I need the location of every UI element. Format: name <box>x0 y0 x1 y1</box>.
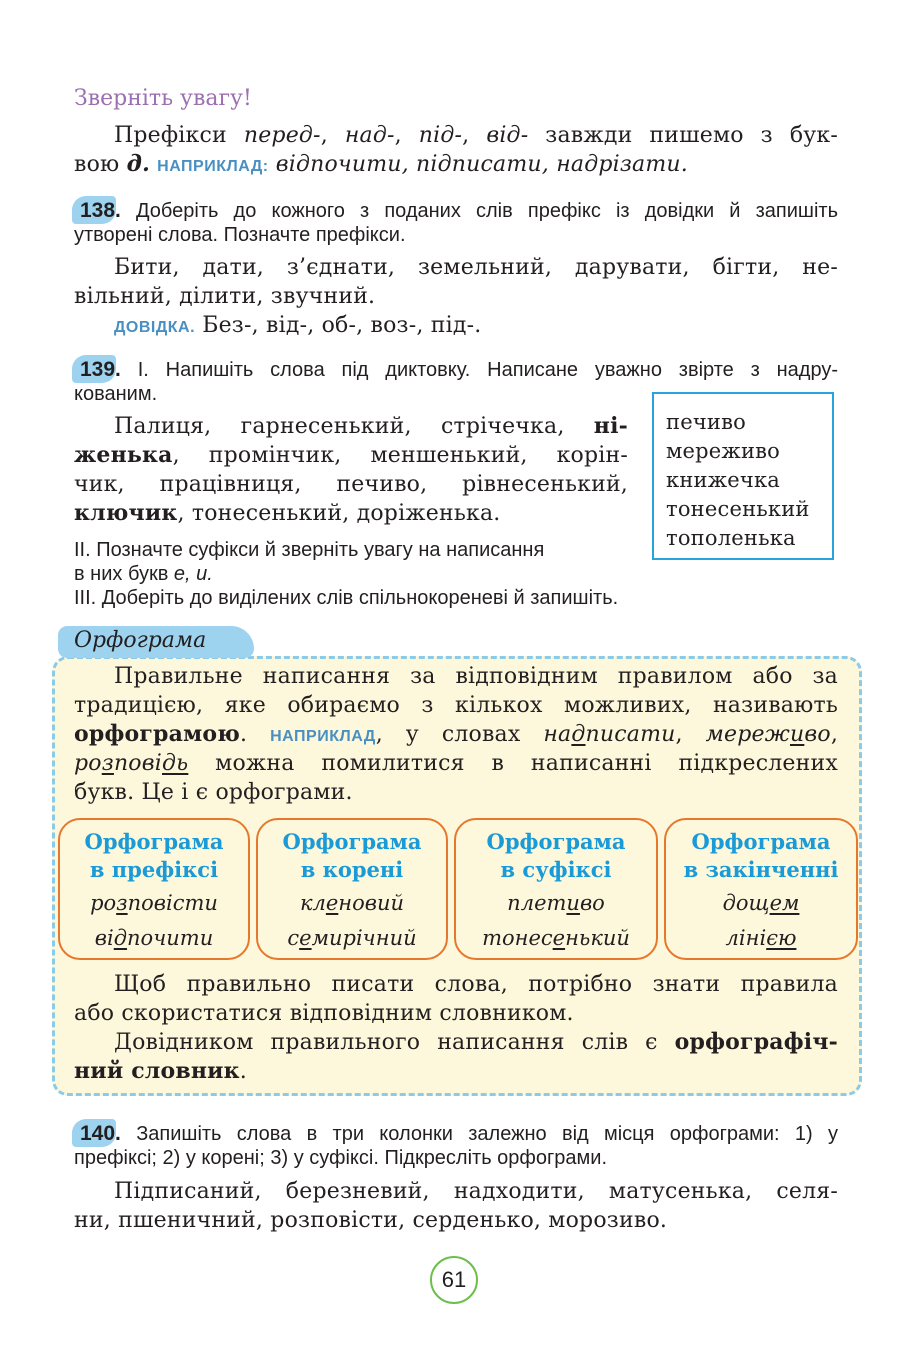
card-example: розповісти <box>90 891 218 915</box>
card-title: Орфограма в закінченні <box>683 829 839 882</box>
orthogram-text-line4: розповідь можна помилитися в написанні підкреслених <box>74 751 838 776</box>
exercise-139-words-line2: женька, промінчик, меншенький, корін- <box>74 442 628 468</box>
exercise-140-words-line2: ни, пшеничний, розповісти, серденько, морозиво. <box>74 1208 668 1233</box>
exercise-139-part2-line1: ІІ. Позначте суфікси й зверніть увагу на написання <box>74 539 545 561</box>
orthogram-text-line1: Правильне написання за відповідним правилом або за <box>114 664 838 689</box>
exercise-138-words-line1: Бити, дати, з’єднати, земельний, дарувати, бігти, не- <box>114 255 838 280</box>
exercise-139-words-line3: чик, працівниця, печиво, рівнесенький, <box>74 472 628 497</box>
exercise-138-task-line2: утворені слова. Позначте префікси. <box>74 224 406 246</box>
orthogram-text-line2: традицією, яке обираємо з кількох можливих, називають <box>74 693 838 718</box>
orthogram-card-root <box>256 818 448 960</box>
exercise-139-part3: ІІІ. Доберіть до виділених слів спільнокореневі й запишіть. <box>74 587 619 609</box>
exercise-140-task: 140. Запишіть слова в три колонки залежно від місця орфограми: 1) у <box>80 1122 839 1145</box>
orthogram-text2-line2: або скористатися відповідним словником. <box>74 1001 574 1026</box>
orthogram-text-line5: букв. Це і є орфограми. <box>74 780 353 805</box>
card-example: тонесенький <box>482 926 630 950</box>
exercise-138-task: 138. Доберіть до кожного з поданих слів префікс із довідки й запишіть <box>80 199 838 222</box>
orthogram-text2-line1: Щоб правильно писати слова, потрібно знати правила <box>114 972 838 997</box>
word-box-item: книжечка <box>666 468 780 492</box>
card-title: Орфограма в суфіксі <box>486 829 626 882</box>
orthogram-card-suffix <box>454 818 658 960</box>
word-box-item: тонесенький <box>666 497 810 521</box>
card-example: плетиво <box>507 891 605 915</box>
orthogram-card-ending <box>664 818 858 960</box>
exercise-139-task-line2: кованим. <box>74 383 158 405</box>
exercise-139-part2-line2: в них букв е, и. <box>74 563 213 585</box>
card-example: семирічний <box>287 926 417 950</box>
example-label: НАПРИКЛАД <box>270 728 376 745</box>
exercise-138-words-line2: вільний, ділити, звучний. <box>74 284 376 309</box>
attention-text-line2: вою д. НАПРИКЛАД: відпочити, підписати, надрізати. <box>74 151 688 177</box>
orthogram-text3-line1: Довідником правильного написання слів є орфографіч- <box>114 1029 838 1055</box>
exercise-139-task: 139. І. Напишіть слова під диктовку. Написане уважно звірте з надру- <box>80 358 838 381</box>
card-example: дощем <box>722 891 800 915</box>
orthogram-heading: Орфограма <box>74 628 207 653</box>
word-box <box>652 392 834 560</box>
word-box-item: тополенька <box>666 526 796 550</box>
attention-text-line1: Префікси перед-, над-, під-, від- завжди пишемо з бук- <box>114 123 838 148</box>
orthogram-text3-line2: ний словник. <box>74 1058 247 1084</box>
card-title: Орфограма в корені <box>282 829 422 882</box>
exercise-140-words-line1: Підписаний, березневий, надходити, матусенька, селя- <box>114 1179 838 1204</box>
word-box-item: печиво <box>666 410 746 434</box>
exercise-139-words-line4: ключик, тонесенький, доріженька. <box>74 500 501 526</box>
exercise-number: 138. <box>80 199 121 222</box>
attention-title: Зверніть увагу! <box>74 86 252 111</box>
exercise-139-words-line1: Палиця, гарнесенький, стрічечка, ні- <box>114 413 628 439</box>
orthogram-text-line3: орфограмою. НАПРИКЛАД, у словах надписати, мереживо, <box>74 721 839 747</box>
card-example: кленовий <box>299 891 405 915</box>
page-number: 61 <box>430 1256 478 1304</box>
word-box-item: мереживо <box>666 439 781 463</box>
hint-label: ДОВІДКА. <box>114 319 196 336</box>
card-example: відпочити <box>94 926 214 950</box>
card-example: лінією <box>725 926 797 950</box>
card-title: Орфограма в префіксі <box>84 829 224 882</box>
exercise-number: 139. <box>80 358 121 381</box>
orthogram-card-prefix <box>58 818 250 960</box>
exercise-140-task-line2: префіксі; 2) у корені; 3) у суфіксі. Підкресліть орфограми. <box>74 1147 608 1169</box>
example-label: НАПРИКЛАД: <box>157 158 269 175</box>
exercise-number: 140. <box>80 1122 121 1145</box>
exercise-138-hint: ДОВІДКА. Без-, від-, об-, воз-, під-. <box>114 313 482 338</box>
